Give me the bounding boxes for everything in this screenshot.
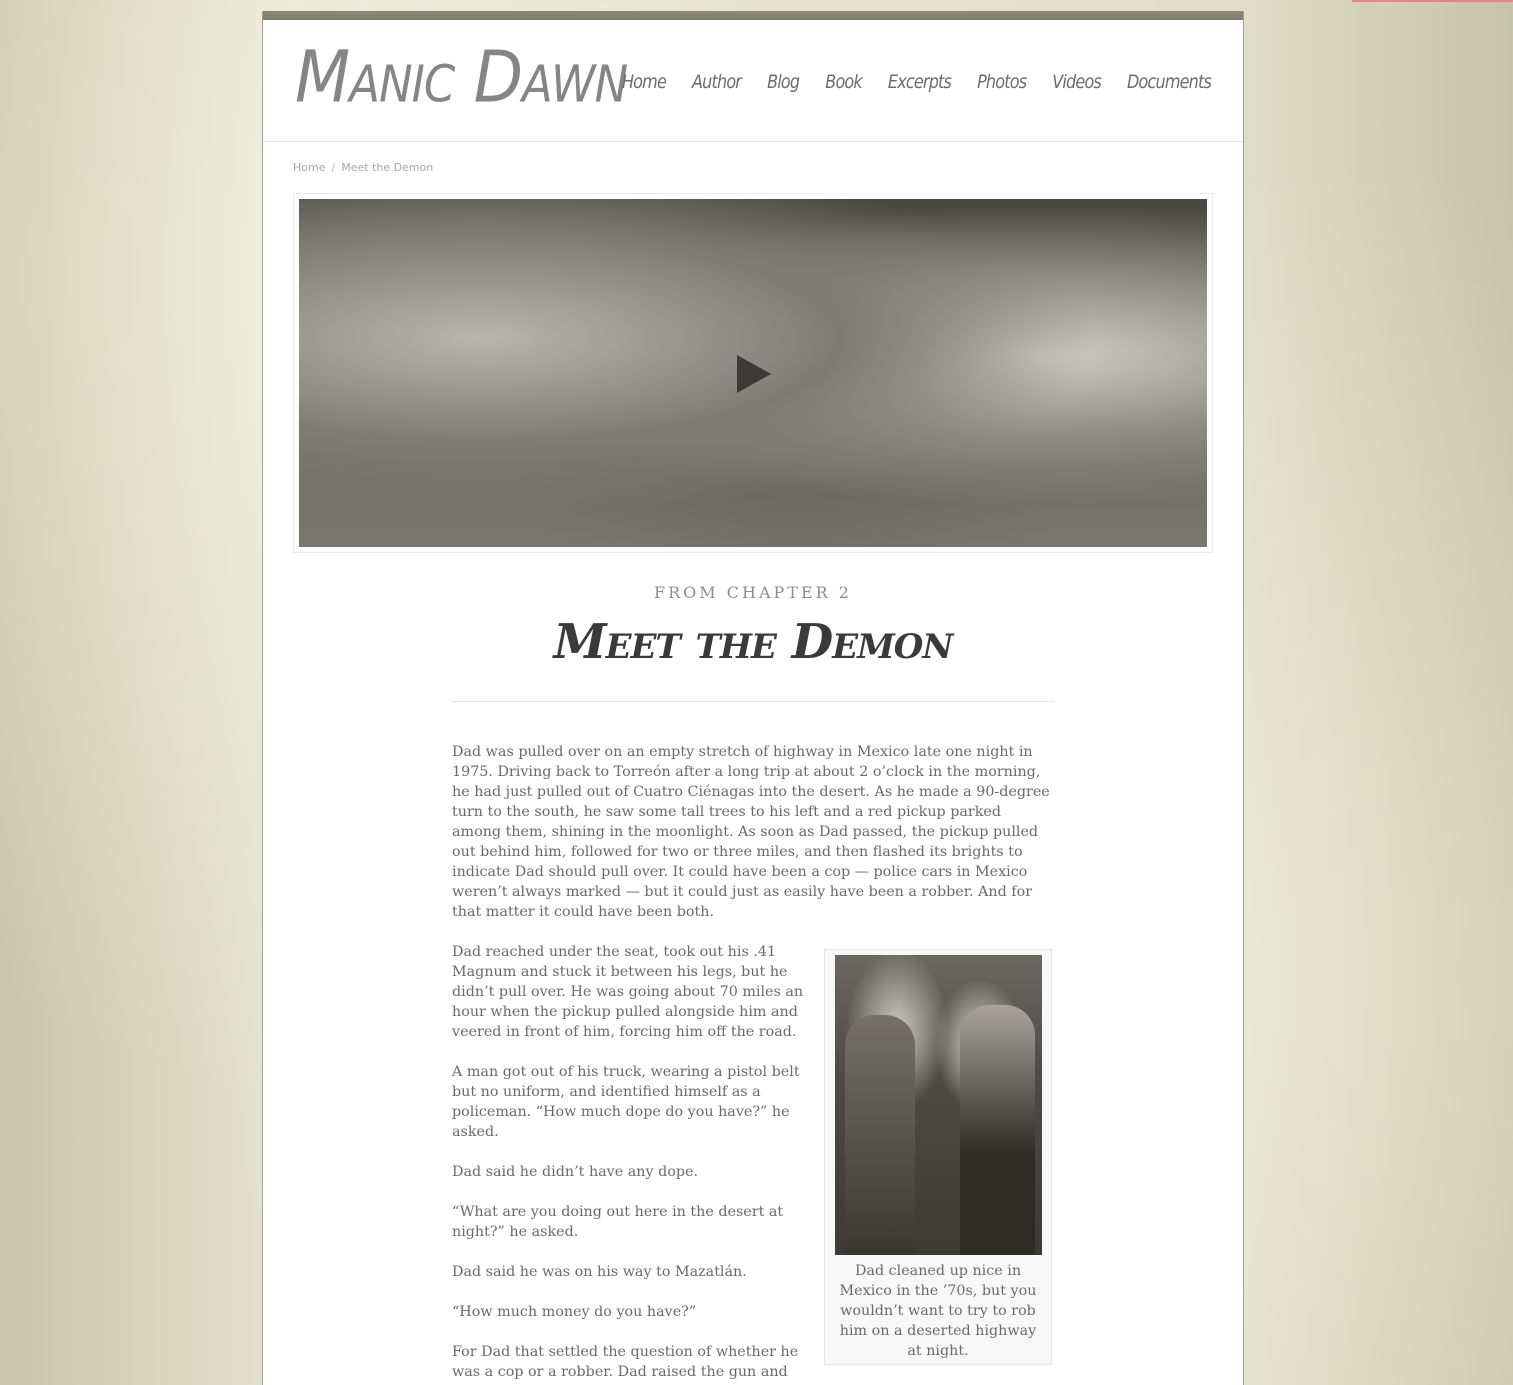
article-paragraph: Dad reached under the seat, took out his .41 Magnum and stuck it between his legs, but he didn’t pull over. He was going about 70 miles an hour when the pickup pulled alongside him and veered in front of him, forcing him off the road. xyxy=(452,944,804,1040)
article-paragraph: For Dad that settled the question of whether he was a cop or a robber. Dad raised the gun and xyxy=(452,1344,799,1380)
article-paragraph: Dad was pulled over on an empty stretch of highway in Mexico late one night in 1975. Driving back to Torreón after a long trip at about 2 o’clock in the morning, he had just pulled out of Cuatro Ciénagas into the desert. As he made a 90-degree turn to the south, he saw some tall trees to his left and a red pickup parked among them, shining in the moonlight. As soon as Dad passed, the pickup pulled out behind him, followed for two or three miles, and then flashed its brights to indicate Dad should pull over. It could have been a cop — police cars in Mexico weren’t always marked — but it could just as easily have been a robber. And for that matter it could have been both. xyxy=(452,744,1050,920)
nav-item-author[interactable]: Author xyxy=(692,70,742,93)
page-title: Meet the Demon xyxy=(553,614,953,670)
video-frame xyxy=(293,193,1213,553)
nav-item-home[interactable]: Home xyxy=(621,70,667,93)
article-paragraph: Dad said he was on his way to Mazatlán. xyxy=(452,1264,747,1280)
nav-item-photos[interactable]: Photos xyxy=(977,70,1027,93)
breadcrumb xyxy=(293,161,433,174)
play-icon[interactable] xyxy=(737,355,771,393)
article-paragraph: “What are you doing out here in the desert at night?” he asked. xyxy=(452,1204,784,1240)
figure-photo[interactable] xyxy=(835,955,1042,1255)
title-divider xyxy=(452,701,1054,702)
article-figure xyxy=(824,949,1052,1365)
figure-photo-person-left xyxy=(845,1015,915,1255)
article-paragraph: “How much money do you have?” xyxy=(452,1304,697,1320)
page-container xyxy=(262,11,1244,1385)
figure-photo-person-right xyxy=(960,1005,1035,1255)
main-nav xyxy=(622,72,1211,91)
site-logo[interactable]: Manic Dawn xyxy=(295,36,628,120)
site-header xyxy=(263,20,1243,142)
breadcrumb-home-link[interactable]: Home xyxy=(293,161,326,174)
breadcrumb-current: Meet the Demon xyxy=(341,161,434,174)
breadcrumb-separator: / xyxy=(331,161,336,174)
video-player[interactable] xyxy=(299,199,1207,547)
page-top-bar xyxy=(263,11,1243,20)
article-paragraph: A man got out of his truck, wearing a pistol belt but no uniform, and identified himself as a policeman. “How much dope do you have?” he asked. xyxy=(452,1064,800,1140)
nav-item-videos[interactable]: Videos xyxy=(1052,70,1101,93)
nav-item-documents[interactable]: Documents xyxy=(1126,70,1211,93)
nav-item-excerpts[interactable]: Excerpts xyxy=(887,70,952,93)
chapter-kicker: FROM CHAPTER 2 xyxy=(654,583,852,602)
article-paragraph: Dad said he didn’t have any dope. xyxy=(452,1164,699,1180)
nav-item-book[interactable]: Book xyxy=(825,70,862,93)
figure-caption: Dad cleaned up nice in Mexico in the ’70s, but you wouldn’t want to try to rob him on a deserted highway at night. xyxy=(839,1263,1037,1359)
top-accent-bar xyxy=(1352,0,1513,2)
nav-item-blog[interactable]: Blog xyxy=(767,70,800,93)
